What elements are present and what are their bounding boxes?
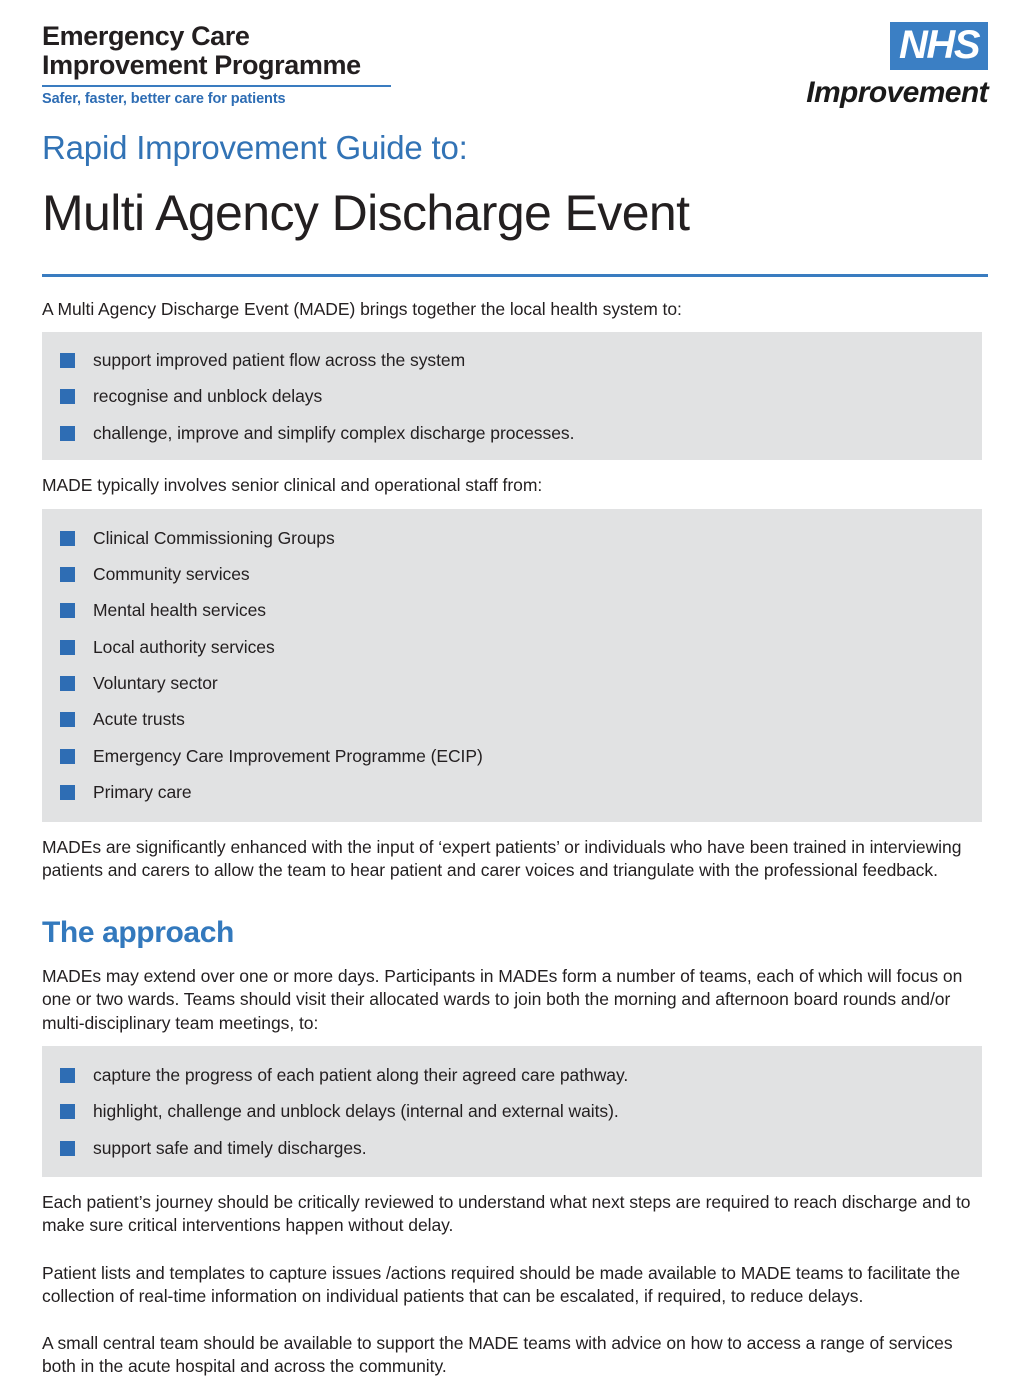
approach-intro-paragraph: MADEs may extend over one or more days. Participants in MADEs form a number of teams, each of which will focus on one or two wards. Teams should visit their allocated wards to join both the morning and afternoon board rounds and/or multi-disciplinary team meetings, to: bbox=[42, 966, 963, 1033]
participants-bullet-box bbox=[42, 509, 982, 822]
square-bullet-icon bbox=[60, 353, 75, 368]
list-item bbox=[60, 672, 962, 694]
list-item bbox=[60, 781, 962, 803]
list-item bbox=[60, 563, 962, 585]
list-item-label: Voluntary sector bbox=[93, 673, 218, 694]
list-item bbox=[60, 1137, 962, 1159]
expert-patients-note: MADEs are significantly enhanced with the input of ‘expert patients’ or individuals who have been trained in interviewing patients and carers to allow the team to hear patient and carer voices and triangulate with the professional feedback. bbox=[42, 836, 962, 880]
ecip-brand-lockup bbox=[42, 0, 391, 107]
brand-divider-rule bbox=[42, 85, 391, 87]
list-item-label: support safe and timely discharges. bbox=[93, 1137, 367, 1158]
list-item bbox=[60, 636, 962, 658]
intro-lead-in: A Multi Agency Discharge Event (MADE) brings together the local health system to: bbox=[42, 298, 682, 319]
list-item bbox=[60, 745, 962, 767]
guide-eyebrow-title: Rapid Improvement Guide to: bbox=[42, 129, 468, 166]
list-item bbox=[60, 1064, 962, 1086]
list-item-label: support improved patient flow across the system bbox=[93, 350, 466, 371]
list-item-label: Local authority services bbox=[93, 636, 275, 657]
list-item bbox=[60, 385, 962, 407]
section-heading-the-approach: The approach bbox=[42, 916, 234, 950]
list-item bbox=[60, 422, 962, 444]
square-bullet-icon bbox=[60, 531, 75, 546]
nhs-improvement-logo bbox=[758, 0, 988, 108]
list-item-label: Acute trusts bbox=[93, 709, 185, 730]
list-item-label: Primary care bbox=[93, 782, 192, 803]
title-divider-rule bbox=[42, 274, 988, 277]
list-item bbox=[60, 349, 962, 371]
page-header bbox=[42, 0, 988, 118]
page-title: Multi Agency Discharge Event bbox=[42, 185, 690, 242]
participants-lead-in: MADE typically involves senior clinical and operational staff from: bbox=[42, 475, 543, 496]
square-bullet-icon bbox=[60, 1068, 75, 1083]
intro-bullet-box bbox=[42, 332, 982, 460]
square-bullet-icon bbox=[60, 749, 75, 764]
square-bullet-icon bbox=[60, 567, 75, 582]
brand-tagline: Safer, faster, better care for patients bbox=[42, 91, 286, 108]
square-bullet-icon bbox=[60, 640, 75, 655]
list-item-label: recognise and unblock delays bbox=[93, 386, 323, 407]
square-bullet-icon bbox=[60, 676, 75, 691]
list-item-label: capture the progress of each patient along their agreed care pathway. bbox=[93, 1064, 629, 1085]
list-item bbox=[60, 708, 962, 730]
approach-paragraph-3: A small central team should be available to support the MADE teams with advice on how to access a range of services both in the acute hospital and across the community. bbox=[42, 1333, 953, 1377]
approach-paragraph-2: Patient lists and templates to capture issues /actions required should be made available to MADE teams to facilitate the collection of real-time information on individual patients that can be escalated, if required, to reduce delays. bbox=[42, 1262, 961, 1306]
nhs-improvement-wordmark: Improvement bbox=[806, 76, 988, 109]
brand-line-2: Improvement Programme bbox=[42, 50, 361, 81]
nhs-logo-box bbox=[890, 22, 988, 70]
list-item-label: Community services bbox=[93, 563, 250, 584]
square-bullet-icon bbox=[60, 785, 75, 800]
list-item-label: highlight, challenge and unblock delays (internal and external waits). bbox=[93, 1101, 619, 1122]
square-bullet-icon bbox=[60, 389, 75, 404]
list-item bbox=[60, 1100, 962, 1122]
list-item-label: Clinical Commissioning Groups bbox=[93, 527, 335, 548]
list-item-label: Mental health services bbox=[93, 600, 267, 621]
approach-bullet-box bbox=[42, 1046, 982, 1177]
square-bullet-icon bbox=[60, 426, 75, 441]
brand-line-1: Emergency Care bbox=[42, 21, 250, 51]
list-item-label: Emergency Care Improvement Programme (ECIP) bbox=[93, 745, 483, 766]
square-bullet-icon bbox=[60, 1104, 75, 1119]
list-item bbox=[60, 527, 962, 549]
list-item bbox=[60, 599, 962, 621]
square-bullet-icon bbox=[60, 603, 75, 618]
list-item-label: challenge, improve and simplify complex discharge processes. bbox=[93, 422, 575, 443]
square-bullet-icon bbox=[60, 1141, 75, 1156]
approach-paragraph-1: Each patient’s journey should be critically reviewed to understand what next steps are required to reach discharge and to make sure critical interventions happen without delay. bbox=[42, 1192, 971, 1236]
nhs-wordmark: NHS bbox=[899, 23, 979, 67]
square-bullet-icon bbox=[60, 712, 75, 727]
